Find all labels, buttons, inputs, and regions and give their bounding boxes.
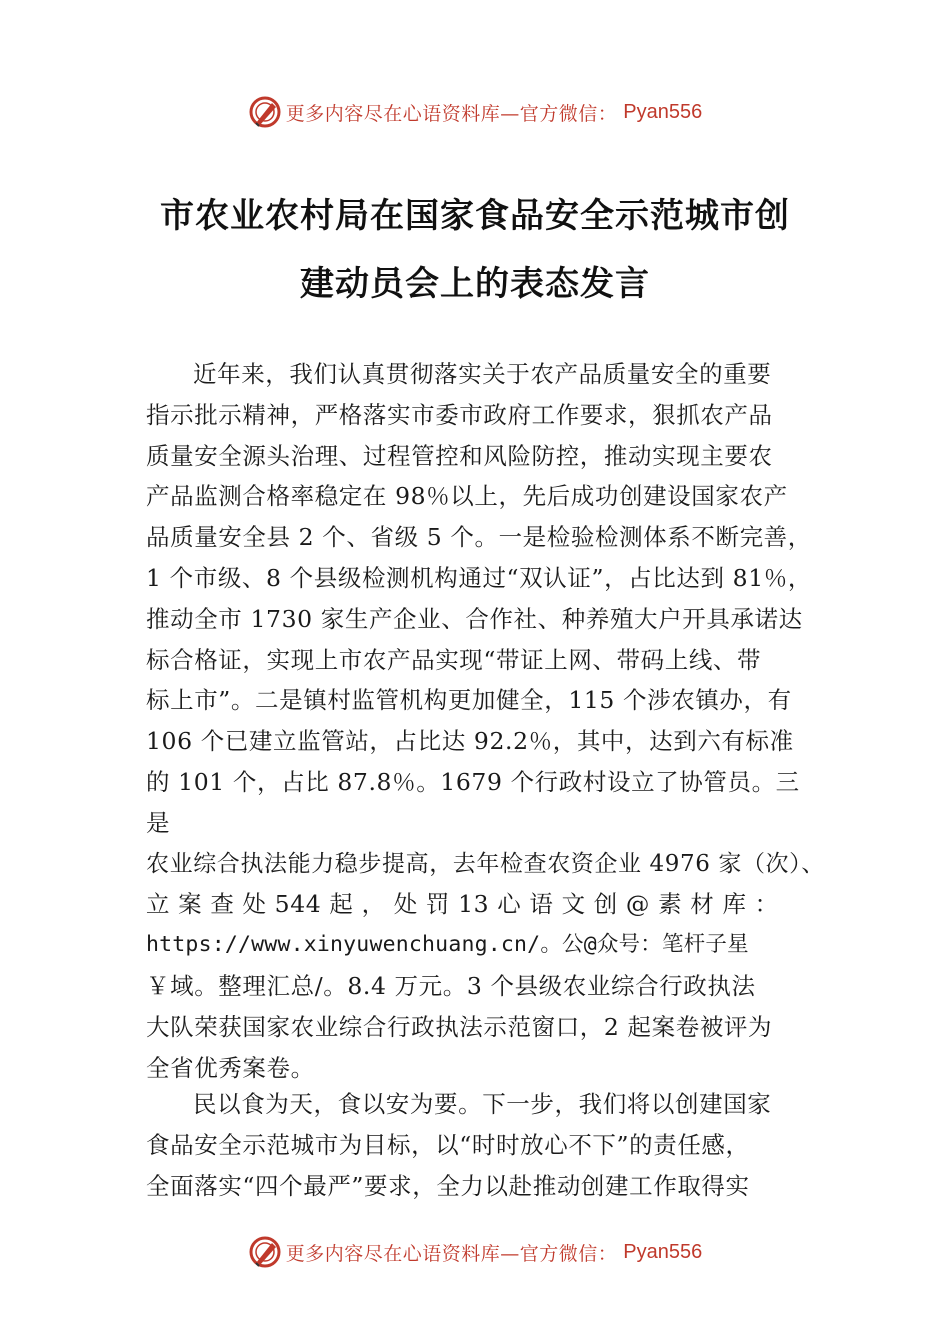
pen-nib-logo-icon [248, 1235, 282, 1269]
paragraph-line: ￥域。整理汇总/。8.4 万元。3 个县级农业综合行政执法 [146, 971, 756, 1000]
top-banner [0, 92, 950, 132]
paragraph-line: 品质量安全县 2 个、省级 5 个。一是检验检测体系不断完善， [146, 523, 812, 552]
paragraph-line: 的 101 个，占比 87.8％。1679 个行政村设立了协管员。三 [146, 767, 800, 796]
paragraph-line: 农业综合执法能力稳步提高，去年检查农资企业 4976 家（次）、 [146, 850, 825, 877]
paragraph-line: 全省优秀案卷。 [146, 1053, 315, 1082]
paragraph-line: 食品安全示范城市为目标，以“时时放心不下”的责任感， [146, 1130, 750, 1159]
document-title-line1: 市农业农村局在国家食品安全示范城市创 [160, 196, 790, 236]
paragraph-line: 近年来，我们认真贯彻落实关于农产品质量安全的重要 [193, 360, 772, 388]
bottom-banner [0, 1232, 950, 1272]
paragraph-2 [146, 1084, 826, 1206]
banner-wechat-id: Pyan556 [623, 100, 703, 123]
paragraph-line: 标合格证，实现上市农产品实现“带证上网、带码上线、带 [146, 645, 762, 674]
banner-wechat-id: Pyan556 [623, 1240, 703, 1263]
paragraph-line: 产品监测合格率稳定在 98％以上，先后成功创建设国家农产 [146, 482, 788, 511]
paragraph-line: 指示批示精神，严格落实市委市政府工作要求，狠抓农产品 [146, 400, 773, 429]
paragraph-line: 立 案 查 处 544 起 ， 处 罚 13 心 语 文 创 @ 素 材 库 ： [146, 890, 779, 919]
paragraph-line: 质量安全源头治理、过程管控和风险防控，推动实现主要农 [146, 441, 773, 470]
paragraph-line: 1 个市级、8 个县级检测机构通过“双认证”，占比达到 81％， [146, 563, 812, 592]
paragraph-line: 全面落实“四个最严”要求，全力以赴推动创建工作取得实 [146, 1171, 750, 1200]
paragraph-line: 大队荣获国家农业综合行政执法示范窗口，2 起案卷被评为 [146, 1012, 773, 1041]
paragraph-line: 推动全市 1730 家生产企业、合作社、种养殖大户开具承诺达 [146, 604, 803, 633]
banner-text: 更多内容尽在心语资料库—官方微信： [285, 1242, 618, 1265]
paragraph-1 [146, 354, 826, 1088]
paragraph-line: https://www.xinyuwenchuang.cn/。公@众号：笔杆子星 [146, 932, 749, 958]
paragraph-line: 民以食为天，食以安为要。下一步，我们将以创建国家 [193, 1090, 772, 1118]
banner-text: 更多内容尽在心语资料库—官方微信： [285, 102, 618, 125]
paragraph-line: 标上市”。二是镇村监管机构更加健全，115 个涉农镇办，有 [146, 686, 792, 715]
paragraph-line: 106 个已建立监管站，占比达 92.2％，其中，达到六有标准 [146, 727, 794, 756]
paragraph-line: 是 [146, 808, 171, 837]
document-title-line2: 建动员会上的表态发言 [300, 264, 650, 304]
pen-nib-logo-icon [248, 95, 282, 129]
